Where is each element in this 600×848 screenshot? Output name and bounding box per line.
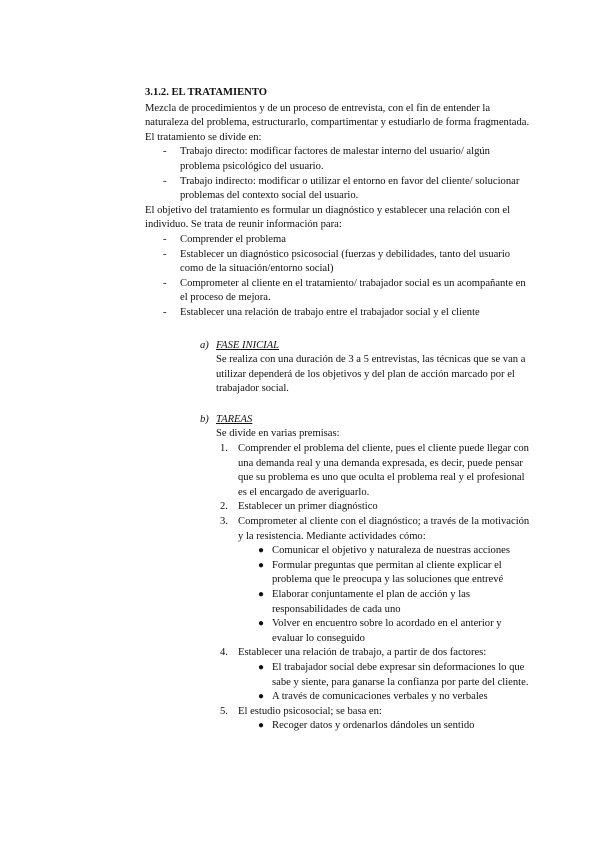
section-b-body: Se divide en varias premisas: [216, 428, 340, 440]
bullet-item: ● Recoger datos y ordenarlos dándoles un sentido [256, 719, 530, 734]
bullet-icon: ● [258, 618, 265, 630]
bullet-item: ● Comunicar el objetivo y naturaleza de nuestras acciones [256, 544, 530, 559]
list-item: - Establecer una relación de trabajo entre el trabajador social y el cliente [163, 306, 480, 318]
bullet-icon: ● [258, 691, 265, 703]
task-item: 4. Establecer una relación de trabajo, a partir de dos factores: ● El trabajador social debe expresar sin deformaciones lo que sabe y siente, para ganarse la confianza por parte del cliente. ● A través de comunicaciones verbales y no verbales [220, 646, 530, 704]
bullet-item: ● A través de comunicaciones verbales y no verbales [256, 690, 530, 705]
intro-paragraph: Mezcla de procedimientos y de un proceso de entrevista, con el fin de entender la naturaleza del problema, estructurarlo, compartimentar y estudiarlo de forma fragmentada. El tratamiento se divide en: [145, 102, 530, 143]
list-item: - Comprometer al cliente en el tratamiento/ trabajador social es un acompañante en el proceso de mejora. [163, 277, 526, 304]
bullet-icon: ● [258, 661, 265, 673]
bullet-item: ● El trabajador social debe expresar sin deformaciones lo que sabe y siente, para ganarse la confianza por parte del cliente. [258, 661, 529, 688]
bullet-item: ● Formular preguntas que permitan al cliente explicar el problema que le preocupa y las soluciones que entrevé [258, 559, 504, 586]
task-item: 2. Establecer un primer diagnóstico [220, 501, 378, 513]
section-a [200, 339, 530, 397]
list-item: - Trabajo indirecto: modificar o utilizar el entorno en favor del cliente/ solucionar problemas del contexto social del usuario. [163, 175, 520, 202]
bullet-item: ● Elaborar conjuntamente el plan de acción y las responsabilidades de cada uno [258, 589, 470, 615]
bullet-icon: ● [258, 589, 265, 600]
section-a-letter: a) [200, 339, 209, 351]
task-item: 3. Comprometer al cliente con el diagnóstico; a través de la motivación y la resistencia. Mediante actividades cómo: ● Comunicar el objetivo y naturaleza de nuestras acciones ● Formular preguntas que permitan al cliente explicar el problema que le preocupa y las soluciones que entrevé ● Elaborar conjuntamente el plan de acción y las responsabilidades de cada uno ● Volver en encuentro sobre lo acordado en el anterior y evaluar lo conseguido [220, 515, 530, 646]
section-a-body: Se realiza con una duración de 3 a 5 entrevistas, las técnicas que se van a utilizar dependerá de los objetivos y del plan de acción marcado por el trabajador social. [216, 354, 526, 395]
task-bullet-list [256, 544, 530, 646]
task-bullet-list [256, 661, 530, 705]
bullet-icon: ● [258, 720, 265, 732]
section-heading: 3.1.2. EL TRATAMIENTO [145, 87, 267, 98]
document-content [145, 86, 530, 734]
bullet-item: ● Volver en encuentro sobre lo acordado en el anterior y evaluar lo conseguido [258, 618, 502, 644]
list-item: - Establecer un diagnóstico psicosocial (fuerzas y debilidades, tanto del usuario como de la situación/entorno social) [163, 248, 511, 275]
bullet-icon: ● [258, 559, 265, 571]
objective-paragraph: El objetivo del tratamiento es formular un diagnóstico y establecer una relación con el individuo. Se trata de reunir información para: [145, 204, 511, 231]
bullet-icon: ● [258, 545, 265, 557]
list-item: - Comprender el problema [163, 233, 286, 245]
section-b-title: TAREAS [216, 413, 253, 425]
task-item: 5. El estudio psicosocial; se basa en: ● Recoger datos y ordenarlos dándoles un sentido [220, 705, 530, 734]
intro-list [145, 145, 530, 203]
objective-list [145, 233, 530, 321]
list-item: - Trabajo directo: modificar factores de malestar interno del usuario/ algún problema psicológico del usuario. [163, 146, 490, 172]
section-b [200, 413, 530, 734]
tasks-list [220, 442, 530, 734]
section-b-letter: b) [200, 413, 209, 425]
task-item: 1. Comprender el problema del cliente, pues el cliente puede llegar con una demanda real y una demanda expresada, es decir, puede pensar que su problema es uno que oculta el problema real y el profesional es el encargado de averiguarlo. [220, 443, 529, 498]
section-a-title: FASE INICIAL [216, 339, 280, 351]
task-bullet-list [256, 719, 530, 734]
